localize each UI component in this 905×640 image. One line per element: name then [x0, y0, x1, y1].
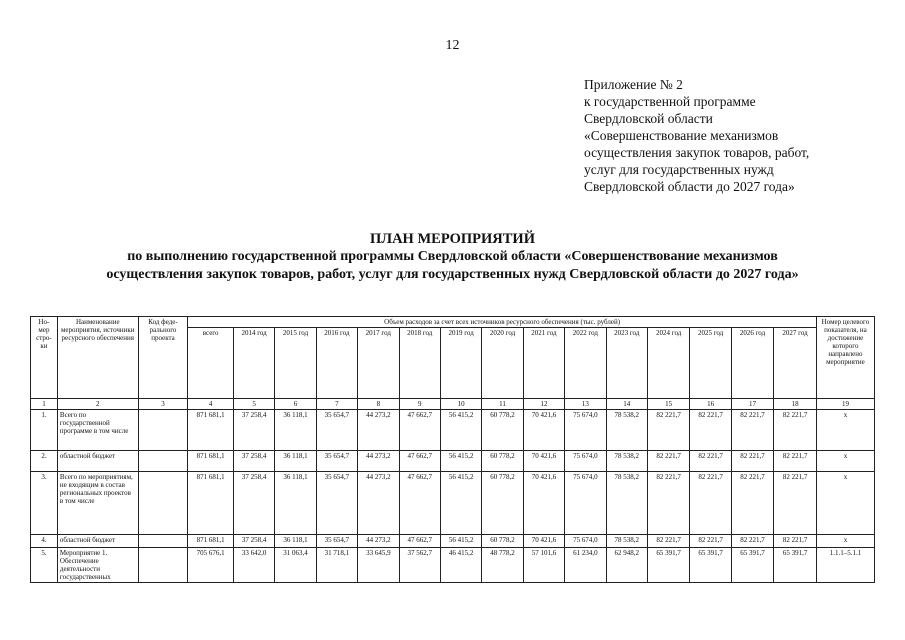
row-value-cell: 75 674,0: [565, 410, 606, 451]
header-year: 2015 год: [275, 328, 316, 399]
document-title: [0, 230, 905, 284]
row-value-cell: 82 221,7: [690, 451, 731, 472]
row-value-cell: 47 662,7: [399, 535, 440, 548]
row-value-cell: 46 415,2: [440, 548, 481, 583]
row-value-cell: 37 258,4: [233, 410, 274, 451]
row-value-cell: 65 391,7: [731, 548, 773, 583]
index-cell: 7: [316, 399, 357, 410]
header-year: 2019 год: [440, 328, 481, 399]
row-value-cell: 47 662,7: [399, 410, 440, 451]
appendix-line: Приложение № 2: [584, 77, 683, 92]
row-number-cell: 1.: [31, 410, 58, 451]
header-name: Наименование мероприятия, источники ресурсного обеспечения: [57, 317, 138, 399]
row-value-cell: 36 118,1: [275, 451, 316, 472]
header-year: 2014 год: [233, 328, 274, 399]
row-value-cell: 37 258,4: [233, 535, 274, 548]
row-number-cell: 3.: [31, 472, 58, 535]
row-value-cell: 31 718,1: [316, 548, 357, 583]
row-value-cell: 35 654,7: [316, 451, 357, 472]
row-code-cell: [138, 472, 188, 535]
index-cell: 10: [440, 399, 481, 410]
index-cell: 5: [233, 399, 274, 410]
row-name-cell: областной бюджет: [57, 451, 138, 472]
appendix-block: [584, 76, 884, 195]
row-name-cell: областной бюджет: [57, 535, 138, 548]
title-subtitle-1: по выполнению государственной программы Свердловской области «Совершенствование механизмов: [127, 249, 778, 264]
row-value-cell: 871 681,1: [188, 451, 234, 472]
row-value-cell: 871 681,1: [188, 410, 234, 451]
index-cell: 9: [399, 399, 440, 410]
row-value-cell: 82 221,7: [731, 472, 773, 535]
header-year: 2022 год: [565, 328, 606, 399]
row-number-cell: 2.: [31, 451, 58, 472]
index-cell: 6: [275, 399, 316, 410]
index-cell: 3: [138, 399, 188, 410]
row-value-cell: 44 273,2: [358, 472, 399, 535]
row-indicator-cell: х: [816, 451, 874, 472]
header-year: 2024 год: [647, 328, 689, 399]
row-value-cell: 60 778,2: [482, 472, 523, 535]
row-value-cell: 82 221,7: [690, 410, 731, 451]
row-value-cell: 82 221,7: [774, 410, 817, 451]
row-value-cell: 82 221,7: [647, 410, 689, 451]
table-row: [31, 451, 875, 472]
row-code-cell: [138, 410, 188, 451]
appendix-line: «Совершенствование механизмов: [584, 128, 779, 143]
row-value-cell: 871 681,1: [188, 472, 234, 535]
index-cell: 4: [188, 399, 234, 410]
row-value-cell: 36 118,1: [275, 472, 316, 535]
row-value-cell: 35 654,7: [316, 535, 357, 548]
row-value-cell: 82 221,7: [731, 535, 773, 548]
row-value-cell: 82 221,7: [774, 472, 817, 535]
row-name-cell: Всего по государственной программе в том числе: [57, 410, 138, 451]
row-value-cell: 47 662,7: [399, 472, 440, 535]
row-value-cell: 78 538,2: [606, 451, 647, 472]
appendix-line: Свердловской области: [584, 111, 713, 126]
header-year: 2016 год: [316, 328, 357, 399]
table-row: [31, 472, 875, 535]
row-value-cell: 78 538,2: [606, 472, 647, 535]
header-volume: Объем расходов за счет всех источников ресурсного обеспечения (тыс. рублей): [188, 317, 817, 328]
row-value-cell: 44 273,2: [358, 535, 399, 548]
row-value-cell: 56 415,2: [440, 410, 481, 451]
row-value-cell: 70 421,6: [523, 451, 564, 472]
row-value-cell: 62 948,2: [606, 548, 647, 583]
row-value-cell: 33 645,9: [358, 548, 399, 583]
index-cell: 16: [690, 399, 731, 410]
row-value-cell: 35 654,7: [316, 472, 357, 535]
row-indicator-cell: х: [816, 472, 874, 535]
header-year: всего: [188, 328, 234, 399]
index-cell: 8: [358, 399, 399, 410]
row-value-cell: 70 421,6: [523, 410, 564, 451]
row-value-cell: 57 101,6: [523, 548, 564, 583]
row-value-cell: 82 221,7: [774, 535, 817, 548]
row-value-cell: 70 421,6: [523, 472, 564, 535]
row-value-cell: 82 221,7: [774, 451, 817, 472]
row-value-cell: 82 221,7: [690, 472, 731, 535]
row-number-cell: 4.: [31, 535, 58, 548]
appendix-line: Свердловской области до 2027 года»: [584, 179, 795, 194]
index-cell: 14: [606, 399, 647, 410]
row-value-cell: 37 258,4: [233, 472, 274, 535]
row-value-cell: 31 063,4: [275, 548, 316, 583]
row-code-cell: [138, 451, 188, 472]
row-value-cell: 35 654,7: [316, 410, 357, 451]
row-value-cell: 60 778,2: [482, 410, 523, 451]
plan-body: [31, 399, 875, 583]
header-indicator: Номер целевого показателя, на достижение которого направлено мероприятие: [816, 317, 874, 399]
row-value-cell: 65 391,7: [690, 548, 731, 583]
row-value-cell: 44 273,2: [358, 451, 399, 472]
row-value-cell: 37 562,7: [399, 548, 440, 583]
index-cell: 13: [565, 399, 606, 410]
row-value-cell: 47 662,7: [399, 451, 440, 472]
appendix-line: к государственной программе: [584, 94, 756, 109]
row-value-cell: 82 221,7: [731, 451, 773, 472]
appendix-line: осуществления закупок товаров, работ,: [584, 145, 810, 160]
row-value-cell: 36 118,1: [275, 410, 316, 451]
row-indicator-cell: 1.1.1–5.1.1: [816, 548, 874, 583]
title-main: ПЛАН МЕРОПРИЯТИЙ: [370, 231, 535, 247]
index-cell: 18: [774, 399, 817, 410]
index-cell: 1: [31, 399, 58, 410]
index-cell: 17: [731, 399, 773, 410]
row-value-cell: 56 415,2: [440, 535, 481, 548]
row-value-cell: 82 221,7: [647, 535, 689, 548]
row-value-cell: 37 258,4: [233, 451, 274, 472]
row-value-cell: 78 538,2: [606, 535, 647, 548]
row-value-cell: 44 273,2: [358, 410, 399, 451]
row-value-cell: 36 118,1: [275, 535, 316, 548]
header-year: 2021 год: [523, 328, 564, 399]
page-number: 12: [445, 38, 460, 53]
row-value-cell: 82 221,7: [731, 410, 773, 451]
header-year: 2026 год: [731, 328, 773, 399]
row-value-cell: 65 391,7: [647, 548, 689, 583]
row-value-cell: 61 234,0: [565, 548, 606, 583]
row-value-cell: 48 778,2: [482, 548, 523, 583]
row-value-cell: 82 221,7: [690, 535, 731, 548]
index-cell: 19: [816, 399, 874, 410]
header-year: 2020 год: [482, 328, 523, 399]
plan-table: [30, 316, 875, 583]
row-value-cell: 82 221,7: [647, 451, 689, 472]
row-value-cell: 82 221,7: [647, 472, 689, 535]
appendix-line: услуг для государственных нужд: [584, 162, 774, 177]
row-value-cell: 871 681,1: [188, 535, 234, 548]
header-year: 2023 год: [606, 328, 647, 399]
row-name-cell: Мероприятие 1. Обеспечение деятельности государственных: [57, 548, 138, 583]
header-year: 2027 год: [774, 328, 817, 399]
index-cell: 11: [482, 399, 523, 410]
row-value-cell: 56 415,2: [440, 472, 481, 535]
title-subtitle-2: осуществления закупок товаров, работ, услуг для государственных нужд Свердловской области до 2027 года»: [106, 267, 799, 282]
table-row: [31, 535, 875, 548]
index-cell: 15: [647, 399, 689, 410]
table-row: [31, 410, 875, 451]
row-value-cell: 33 642,0: [233, 548, 274, 583]
row-value-cell: 75 674,0: [565, 472, 606, 535]
row-name-cell: Всего по мероприятиям, не входящим в состав региональных проектов в том числе: [57, 472, 138, 535]
row-value-cell: 56 415,2: [440, 451, 481, 472]
row-indicator-cell: х: [816, 535, 874, 548]
row-value-cell: 75 674,0: [565, 535, 606, 548]
index-cell: 2: [57, 399, 138, 410]
row-value-cell: 70 421,6: [523, 535, 564, 548]
header-year: 2018 год: [399, 328, 440, 399]
header-year: 2017 год: [358, 328, 399, 399]
index-row: [31, 399, 875, 410]
index-cell: 12: [523, 399, 564, 410]
row-code-cell: [138, 535, 188, 548]
row-number-cell: 5.: [31, 548, 58, 583]
header-project-code: Код феде-рального проекта: [138, 317, 188, 399]
header-row-number: Но-мер стро-ки: [31, 317, 58, 399]
header-year: 2025 год: [690, 328, 731, 399]
row-value-cell: 60 778,2: [482, 535, 523, 548]
row-value-cell: 60 778,2: [482, 451, 523, 472]
row-value-cell: 75 674,0: [565, 451, 606, 472]
table-row: [31, 548, 875, 583]
row-value-cell: 78 538,2: [606, 410, 647, 451]
row-indicator-cell: х: [816, 410, 874, 451]
row-code-cell: [138, 548, 188, 583]
row-value-cell: 705 676,1: [188, 548, 234, 583]
row-value-cell: 65 391,7: [774, 548, 817, 583]
